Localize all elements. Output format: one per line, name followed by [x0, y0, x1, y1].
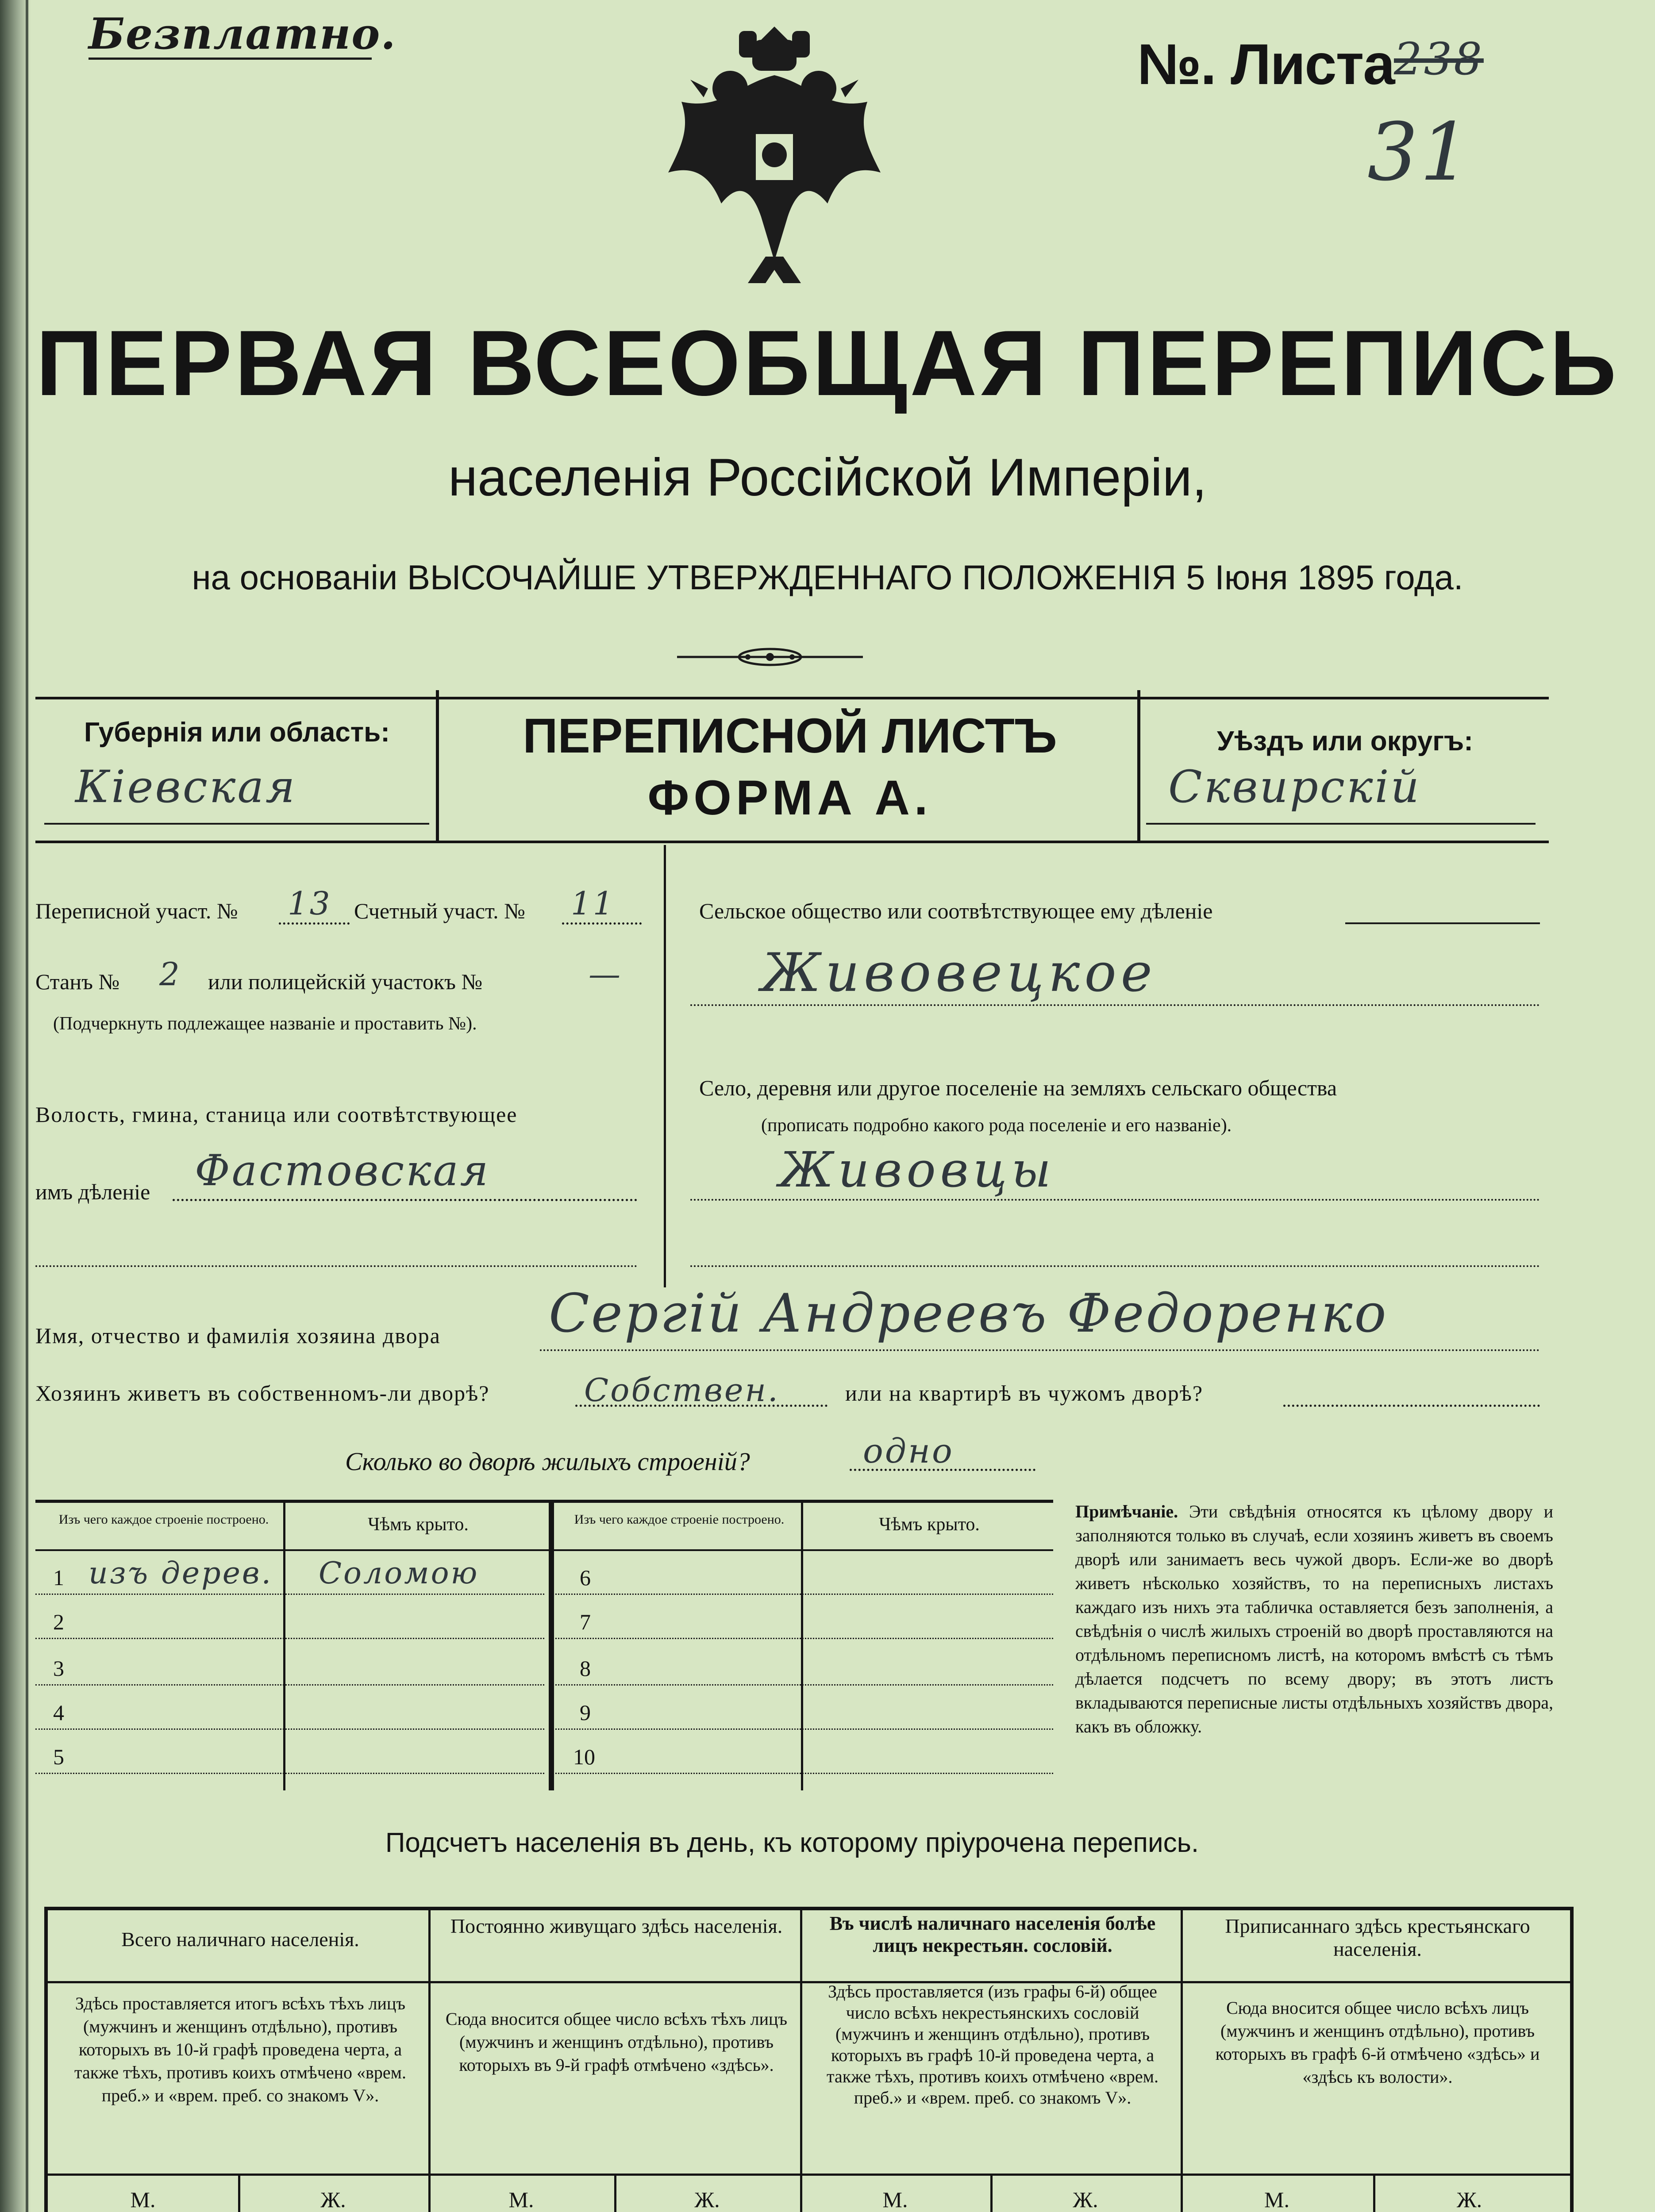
buildings-line	[850, 1469, 1035, 1471]
buildings-table	[35, 1500, 1053, 1782]
volost-line	[173, 1199, 637, 1201]
census-area-line	[279, 922, 350, 925]
free-label: Безплатно.	[89, 9, 396, 59]
bt-col-1	[283, 1503, 285, 1790]
buildings-value: одно	[863, 1431, 954, 1471]
sheet-number-label: №. Листа	[1137, 32, 1394, 96]
form-letter: ФОРМА А.	[647, 771, 932, 825]
bt-row-num: 5	[53, 1744, 64, 1769]
bt-col-mid	[549, 1503, 554, 1790]
owner-lives-value: Собствен.	[584, 1371, 780, 1409]
bt-row-num: 6	[580, 1565, 591, 1590]
legal-basis: на основаніи ВЫСОЧАЙШЕ УТВЕРЖДЕННАГО ПОЛОЖЕНІЯ 5 Іюня 1895 года.	[192, 558, 1463, 597]
bt-row-roof: Соломою	[319, 1556, 479, 1591]
bt-row-rule	[35, 1638, 544, 1639]
province-line	[44, 823, 429, 825]
bt-row-num: 3	[53, 1656, 64, 1681]
count-area-value: 11	[571, 885, 615, 922]
sheet-number-struck: 238	[1394, 33, 1484, 85]
society-label: Сельское общество или соотвѣтствующее ему дѣленіе	[699, 899, 1213, 923]
form-header-left-divider	[436, 690, 439, 843]
volost-line-2	[35, 1265, 637, 1267]
police-value: —	[589, 956, 622, 993]
form-header-right-divider	[1137, 690, 1140, 843]
pt-m-label: М.	[130, 2187, 156, 2212]
police-label: или полицейскій участокъ №	[208, 969, 483, 994]
society-line	[690, 1004, 1540, 1006]
footnote	[1075, 1500, 1553, 1739]
stan-label: Станъ №	[35, 969, 120, 994]
bt-row-num: 4	[53, 1700, 64, 1725]
village-label: Село, деревня или другое поселеніе на земляхъ сельскаго общества	[699, 1075, 1337, 1100]
district-value: Сквирскій	[1168, 761, 1421, 813]
count-area-label: Счетный участ. №	[354, 899, 525, 923]
owner-name-value: Сергій Андреевъ Федоренко	[549, 1283, 1388, 1344]
form-header-bottom-rule	[35, 841, 1549, 843]
bt-row-rule	[35, 1684, 544, 1686]
bt-row-rule	[35, 1594, 544, 1595]
bt-head-roof-left: Чѣмъ крыто.	[368, 1514, 469, 1535]
population-title: Подсчетъ населенія въ день, къ которому пріурочена перепись.	[385, 1828, 1199, 1858]
pt-m-label: М.	[882, 2187, 908, 2212]
owner-name-label: Имя, отчество и фамилія хозяина двора	[35, 1323, 441, 1348]
footnote-head: Примѣчаніе.	[1075, 1502, 1178, 1521]
pt-col-div	[428, 1910, 431, 2212]
bt-row-material: изъ дерев.	[89, 1556, 273, 1591]
bt-row-rule	[35, 1728, 544, 1730]
bt-head-roof-right: Чѣмъ крыто.	[879, 1514, 980, 1535]
form-header-top-rule	[35, 697, 1549, 699]
bt-head-material-left: Изъ чего каждое строеніе построено.	[58, 1512, 269, 1527]
owner-name-line	[540, 1349, 1540, 1351]
pt-desc-rule	[48, 2174, 1570, 2176]
bt-row-num: 8	[580, 1656, 591, 1681]
province-label: Губернія или область:	[84, 717, 390, 748]
pt-desc: Здѣсь проставляется итогъ всѣхъ тѣхъ лицъ (мужчинъ и женщинъ отдѣльно), противъ которыхъ въ 10-й графѣ проведена черта, а также тѣхъ, противъ коихъ отмѣчено «врем. преб.» и «врем. преб. со знакомъ V».	[74, 1993, 406, 2105]
page-subtitle: населенія Россійской Имперіи,	[448, 448, 1207, 507]
village-line-2	[690, 1265, 1540, 1267]
owner-lives-line-2	[1283, 1405, 1540, 1407]
owner-lives-line	[575, 1405, 828, 1407]
volost-label: Волость, гмина, станица или соотвѣтствующее	[35, 1102, 518, 1127]
pt-col-div	[1181, 1910, 1183, 2212]
society-value: Живовецкое	[761, 942, 1157, 1004]
bt-row-rule	[555, 1728, 1053, 1730]
bt-row-num: 7	[580, 1609, 591, 1634]
pt-m-label: М.	[1264, 2187, 1289, 2212]
bt-head-rule	[35, 1549, 1053, 1551]
owner-lives-label: Хозяинъ живетъ въ собственномъ-ли дворѣ?	[35, 1381, 490, 1406]
stan-value: 2	[159, 956, 181, 993]
footnote-text: Эти свѣдѣнія относятся къ цѣлому двору и заполняются только въ случаѣ, если хозяинъ живетъ въ своемъ дворѣ или занимаетъ весь чужой дворъ. Если-же во дворѣ живетъ нѣсколько хозяйствъ, то на переписныхъ листахъ каждаго изъ нихъ эта табличка оставляется безъ заполненія, а свѣдѣнія о числѣ жилыхъ строеній во дворѣ проставляются на отдѣльномъ переписномъ листѣ, на которомъ вмѣстѣ съ тѣмъ дѣлается подсчетъ по всему двору; въ этотъ листъ вкладываются переписные листы отдѣльныхъ хозяйствъ двора, какъ въ обложку.	[1075, 1502, 1553, 1736]
free-underline	[89, 58, 372, 60]
owner-lives-label-2: или на квартирѣ въ чужомъ дворѣ?	[845, 1381, 1204, 1406]
pt-head: Приписаннаго здѣсь крестьянскаго населенія.	[1225, 1915, 1530, 1960]
district-line	[1146, 823, 1536, 825]
pt-desc: Сюда вносится общее число всѣхъ лицъ (мужчинъ и женщинъ отдѣльно), противъ которыхъ въ графѣ 6-й отмѣчено «здѣсь» и «здѣсь къ волости».	[1215, 1998, 1540, 2087]
pt-col-div	[800, 1910, 802, 2212]
village-line	[690, 1199, 1540, 1201]
bt-row-num: 1	[53, 1565, 64, 1590]
bt-row-num: 2	[53, 1609, 64, 1634]
pt-f-label: Ж.	[1456, 2187, 1482, 2212]
form-name: ПЕРЕПИСНОЙ ЛИСТЪ	[523, 709, 1057, 763]
census-area-value: 13	[288, 885, 332, 922]
bt-row-num: 10	[573, 1744, 595, 1769]
province-value: Кіевская	[75, 761, 297, 813]
fields-divider	[664, 845, 666, 1287]
pt-f-label: Ж.	[1073, 2187, 1098, 2212]
population-table	[44, 1907, 1574, 2212]
village-note: (прописать подробно какого рода поселеніе и его названіе).	[761, 1115, 1232, 1136]
bt-row-rule	[555, 1594, 1053, 1595]
pt-head: Всего наличнаго населенія.	[121, 1928, 359, 1951]
bt-row-rule	[555, 1638, 1053, 1639]
bt-row-rule	[555, 1773, 1053, 1774]
buildings-label: Сколько во дворѣ жилыхъ строеній?	[345, 1447, 750, 1476]
bt-head-material-right: Изъ чего каждое строеніе построено.	[574, 1512, 785, 1527]
volost-label-2: имъ дѣленіе	[35, 1179, 150, 1204]
volost-value: Фастовская	[195, 1146, 490, 1195]
page-title: ПЕРВАЯ ВСЕОБЩАЯ ПЕРЕПИСЬ	[36, 311, 1619, 415]
pt-desc: Сюда вносится общее число всѣхъ тѣхъ лицъ (мужчинъ и женщинъ отдѣльно), противъ которыхъ въ 9-й графѣ отмѣчено «здѣсь».	[445, 2009, 788, 2075]
district-label: Уѣздъ или округъ:	[1217, 726, 1473, 757]
bt-row-rule	[35, 1773, 544, 1774]
pt-head: Постоянно живущаго здѣсь населенія.	[450, 1915, 783, 1937]
census-area-label: Переписной участ. №	[35, 899, 238, 923]
ornament-divider	[677, 644, 863, 670]
pt-f-label: Ж.	[320, 2187, 346, 2212]
pt-desc: Здѣсь проставляется (изъ графы 6-й) общее число всѣхъ некрестьянскихъ сословій (мужчинъ и женщинъ отдѣльно), противъ которыхъ въ графѣ 10-й проведена черта, а также тѣхъ, противъ коихъ отмѣчено «врем. преб.» и «врем. преб. со знакомъ V».	[827, 1982, 1158, 2108]
village-value: Живовцы	[779, 1141, 1056, 1198]
underline-note: (Подчеркнуть подлежащее названіе и проставить №).	[53, 1014, 477, 1034]
count-area-line	[562, 922, 642, 925]
double-headed-eagle-icon	[664, 13, 885, 288]
pt-head: Въ числѣ наличнаго населенія болѣе лицъ некрестьян. сословій.	[829, 1912, 1156, 1956]
society-line-end	[1345, 922, 1540, 924]
sheet-number-value: 31	[1367, 106, 1473, 199]
pt-f-label: Ж.	[694, 2187, 720, 2212]
bt-row-num: 9	[580, 1700, 591, 1725]
pt-m-label: М.	[508, 2187, 534, 2212]
bt-col-3	[801, 1503, 803, 1790]
bt-row-rule	[555, 1684, 1053, 1686]
